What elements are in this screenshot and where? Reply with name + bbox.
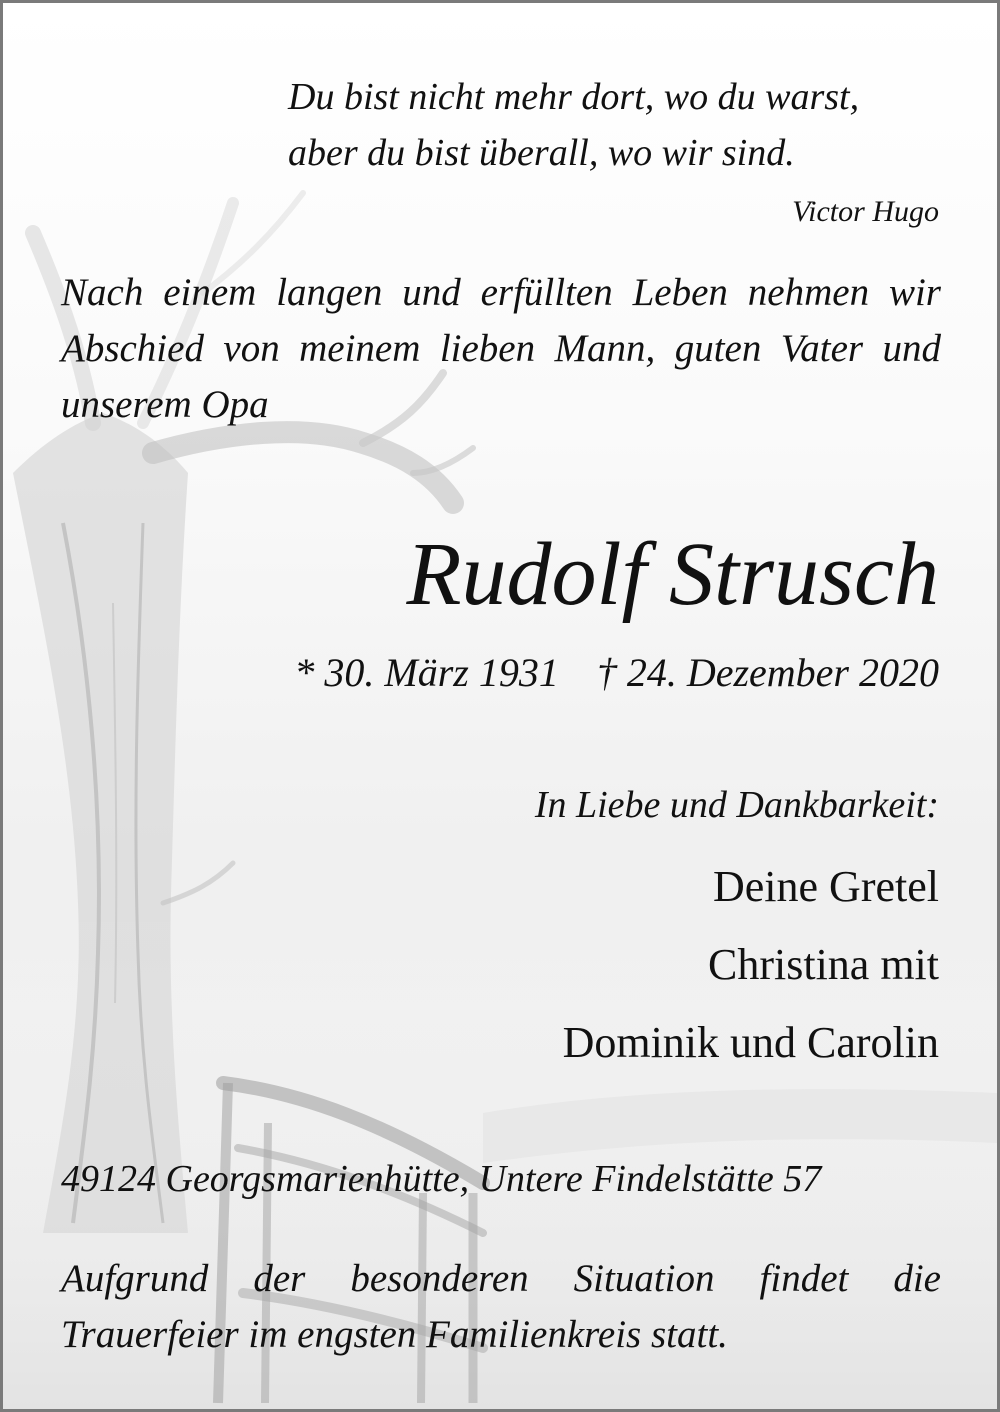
quote-author: Victor Hugo [792, 195, 939, 228]
signer-2: Christina mit [708, 940, 939, 989]
funeral-notice: Aufgrund der besonderen Situation findet die Trauerfeier im engsten Familienkreis statt. [61, 1257, 941, 1356]
quote [288, 69, 859, 181]
intro-text: Nach einem langen und erfüllten Leben nehmen wir Abschied von meinem lieben Mann, guten Vater und unserem Opa [61, 271, 941, 426]
quote-line-1: Du bist nicht mehr dort, wo du warst, [288, 76, 860, 118]
life-dates [294, 649, 939, 696]
deceased-name: Rudolf Strusch [406, 525, 939, 624]
quote-line-2: aber du bist überall, wo wir sind. [288, 132, 795, 174]
signer-3: Dominik und Carolin [562, 1018, 939, 1067]
death-date: † 24. Dezember 2020 [596, 650, 939, 695]
birth-date: * 30. März 1931 [294, 650, 559, 695]
thanks-line: In Liebe und Dankbarkeit: [534, 784, 939, 826]
address: 49124 Georgsmarienhütte, Untere Findelstätte 57 [61, 1158, 822, 1200]
signer-1: Deine Gretel [713, 862, 939, 911]
